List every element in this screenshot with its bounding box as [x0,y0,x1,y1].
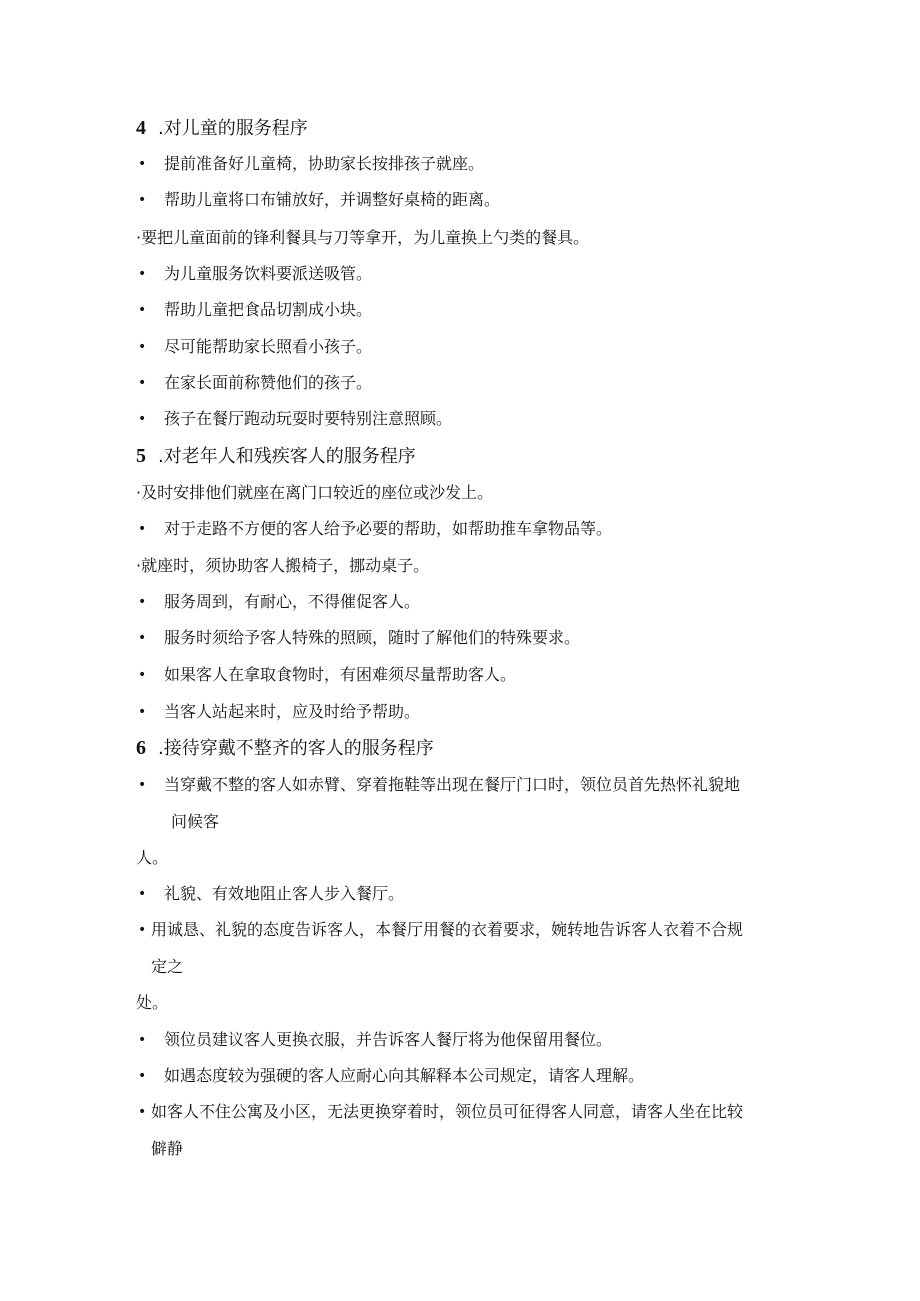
list-item: 如遇态度较为强硬的客人应耐心向其解释本公司规定，请客人理解。 [164,1066,645,1085]
section-title: .对儿童的服务程序 [158,118,308,139]
list-item: 孩子在餐厅跑动玩耍时要特别注意照顾。 [164,409,453,428]
bullet-marker: • [138,521,147,537]
list-item: 在家长面前称赞他们的孩子。 [164,373,373,392]
list-item: 为儿童服务饮料要派送吸管。 [164,264,373,283]
section-heading-5 [136,445,416,468]
list-item-continuation: 问候客 [171,812,220,831]
list-item: 帮助儿童将口布铺放好，并调整好桌椅的距离。 [164,190,501,209]
list-item-continuation: 僻静 [151,1139,184,1158]
bullet-marker: • [138,375,147,391]
section-title: .对老年人和残疾客人的服务程序 [158,446,416,467]
list-item: 当穿戴不整的客人如赤臂、穿着拖鞋等出现在餐厅门口时，领位员首先热怀礼貌地 [164,775,741,794]
bullet-marker: • [138,1104,147,1120]
bullet-marker: • [138,1032,147,1048]
bullet-marker: • [138,667,147,683]
list-item-continuation: 处。 [136,993,169,1012]
bullet-marker: • [138,411,147,427]
list-item: 尽可能帮助家长照看小孩子。 [164,337,373,356]
list-item: ·要把儿童面前的锋利餐具与刀等拿开，为儿童换上勺类的餐具。 [136,228,590,247]
list-item: 帮助儿童把食品切割成小块。 [164,300,373,319]
section-number: 5 [136,445,146,467]
bullet-marker: • [138,922,147,938]
bullet-marker: • [138,886,147,902]
section-number: 4 [136,117,146,139]
list-item: 服务时须给予客人特殊的照顾，随时了解他们的特殊要求。 [164,628,581,647]
section-title: .接待穿戴不整齐的客人的服务程序 [158,738,434,759]
section-heading-4 [136,117,308,140]
list-item: 当客人站起来时，应及时给予帮助。 [164,702,421,721]
bullet-marker: • [138,339,147,355]
section-heading-6 [136,737,434,760]
bullet-marker: • [138,594,147,610]
bullet-marker: • [138,266,147,282]
list-item: ·及时安排他们就座在离门口较近的座位或沙发上。 [136,483,494,502]
list-item: 服务周到，有耐心，不得催促客人。 [164,592,421,611]
list-item: ·就座时，须协助客人搬椅子，挪动桌子。 [136,556,430,575]
list-item: 领位员建议客人更换衣服，并告诉客人餐厅将为他保留用餐位。 [164,1030,613,1049]
list-item: 对于走路不方便的客人给予必要的帮助，如帮助推车拿物品等。 [164,519,613,538]
list-item: 如果客人在拿取食物时，有困难须尽量帮助客人。 [164,665,517,684]
list-item: 礼貌、有效地阻止客人步入餐厅。 [164,884,405,903]
bullet-marker: • [138,1068,147,1084]
bullet-marker: • [138,156,147,172]
bullet-marker: • [138,630,147,646]
list-item: 如客人不住公寓及小区，无法更换穿着时，领位员可征得客人同意，请客人坐在比较 [151,1102,744,1121]
bullet-marker: • [138,302,147,318]
bullet-marker: • [138,704,147,720]
bullet-marker: • [138,777,147,793]
list-item: 提前准备好儿童椅，协助家长按排孩子就座。 [164,154,485,173]
bullet-marker: • [138,192,147,208]
list-item-continuation: 定之 [151,957,184,976]
list-item-continuation: 人。 [136,848,169,867]
section-number: 6 [136,737,146,759]
list-item: 用诚恳、礼貌的态度告诉客人，本餐厅用餐的衣着要求，婉转地告诉客人衣着不合规 [151,920,744,939]
